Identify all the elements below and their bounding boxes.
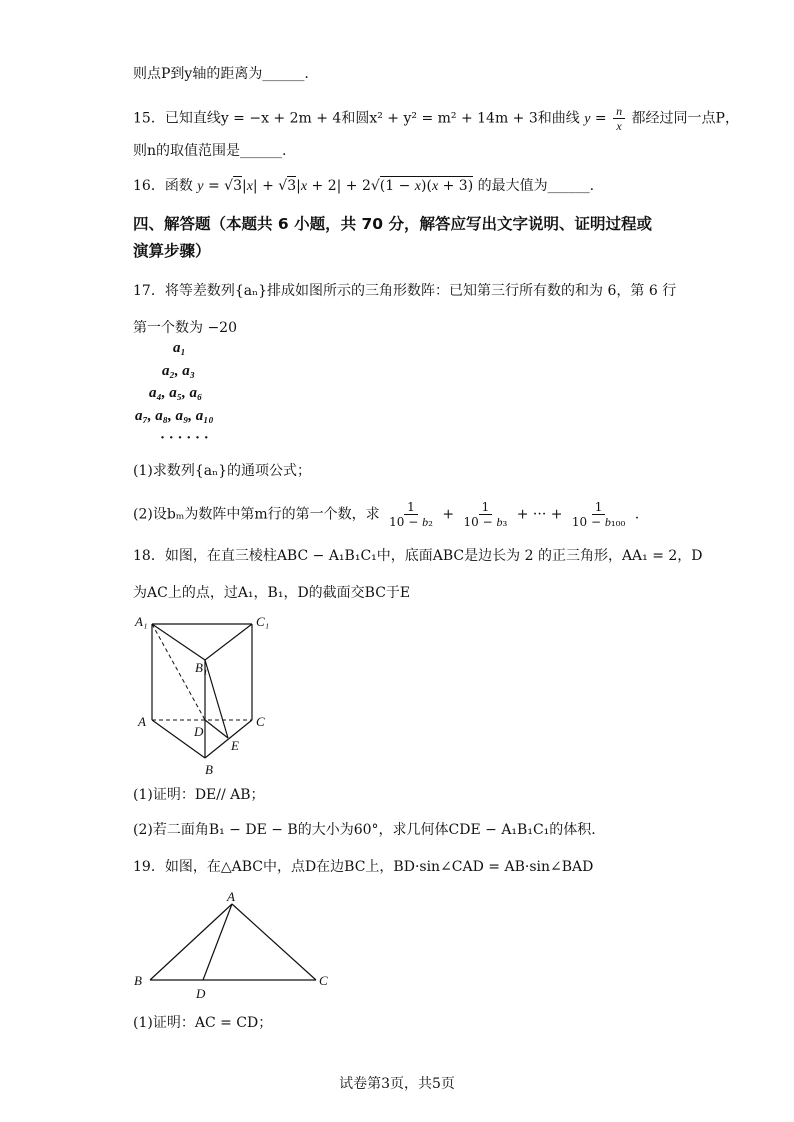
label-c1: C₁ [256,614,270,629]
q15-line1: 15．已知直线y = −x + 2m + 4和圆x² + y² = m² + 14m + 3和曲线 y = $\frac{n}{x}$ 都经过同一点P， [133,104,739,133]
q17-line2: 第一个数为 −20 [133,320,237,336]
label-a: A [227,889,235,904]
fraction-b2: $\frac{1}{\text{10 − b₂}}$ [389,500,433,529]
page-footer: 试卷第3页，共5页 [339,1076,455,1092]
q17-part2-text: (2)设bₘ为数阵中第m行的第一个数，求 [133,506,380,523]
label-d: D [196,986,206,1001]
edge-b1e [205,660,228,738]
q17-line1: 17．将等差数列{aₙ}排成如图所示的三角形数阵：已知第三行所有数的和为 6，第 6 行 [133,283,677,299]
label-c: C [256,714,265,729]
fraction-b100: $\frac{1}{\text{10 − b₁₀₀}}$ [571,500,626,529]
q14-tail: 则点P到y轴的距离为______. [133,66,309,82]
triangle-row-1: a₁ [173,340,186,356]
label-b: B [205,762,213,777]
triangle-row-4: a₇, a₈, a₉, a₁₀ [135,408,214,424]
edge-de [205,720,228,738]
label-d: D [194,724,204,739]
fraction-n-over-x: $\frac{n}{x}$ [613,104,625,133]
edge-ac [232,904,316,980]
q15-text-b: 都经过同一点P， [631,110,739,127]
edge-a1b1 [152,624,205,660]
q18-line2: 为AC上的点，过A₁，B₁，D的截面交BC于E [133,585,411,601]
q19-part1: (1)证明：AC = CD； [133,1015,273,1031]
q18-part2: (2)若二面角B₁ − DE − B的大小为60°，求几何体CDE − A₁B₁C₁的体积. [133,822,596,838]
label-e: E [231,738,239,753]
label-a: A [138,714,146,729]
edge-ad [203,904,232,980]
q17-part2: (2)设bₘ为数阵中第m行的第一个数，求 $\frac{1}{\text{10 − b₂}}$ + $\frac{1}{\text{10 − b₃}}$ + ··· + $\frac{1}{\text{10 − b₁₀₀}}$ . [133,500,640,529]
q18-line1: 18．如图，在直三棱柱ABC − A₁B₁C₁中，底面ABC是边长为 2 的正三角形，AA₁ = 2，D [133,548,703,564]
triangle-row-2: a₂, a₃ [162,363,195,379]
q16-line: 16．函数 y = √3|x| + √3|x + 2| + 2√(1 − x)(x + 3) 的最大值为______. [133,178,595,194]
triangle-figure [130,888,340,1003]
label-b: B [134,973,142,988]
q19-line1: 19．如图，在△ABC中，点D在边BC上，BD·sin∠CAD = AB·sin∠BAD [133,859,594,875]
q15-line2: 则n的取值范围是______. [133,143,287,159]
edge-ab [150,904,232,980]
q17-part1: (1)求数列{aₙ}的通项公式； [133,463,312,479]
q17-part2-end: . [634,506,640,523]
label-c: C [319,973,328,988]
edge-b1c1 [205,624,252,660]
q16-text-a: 16．函数 [133,178,193,194]
section-4-heading-cont: 演算步骤） [133,242,211,260]
q16-text-b: 的最大值为______. [477,178,595,194]
label-a1: A₁ [135,614,148,629]
triangle-row-3: a₄, a₅, a₆ [149,385,203,401]
section-4-heading: 四、解答题（本题共 6 小题，共 70 分，解答应写出文字说明、证明过程或 [133,215,652,233]
label-b1: B₁ [195,660,208,675]
q18-part1: (1)证明：DE// AB； [133,787,265,803]
triangle-row-dots: · · · · · · [160,430,209,446]
fraction-b3: $\frac{1}{\text{10 − b₃}}$ [463,500,508,529]
q15-text-a: 15．已知直线y = −x + 2m + 4和圆x² + y² = m² + 14m + 3和曲线 [133,110,580,127]
prism-figure [130,612,280,780]
